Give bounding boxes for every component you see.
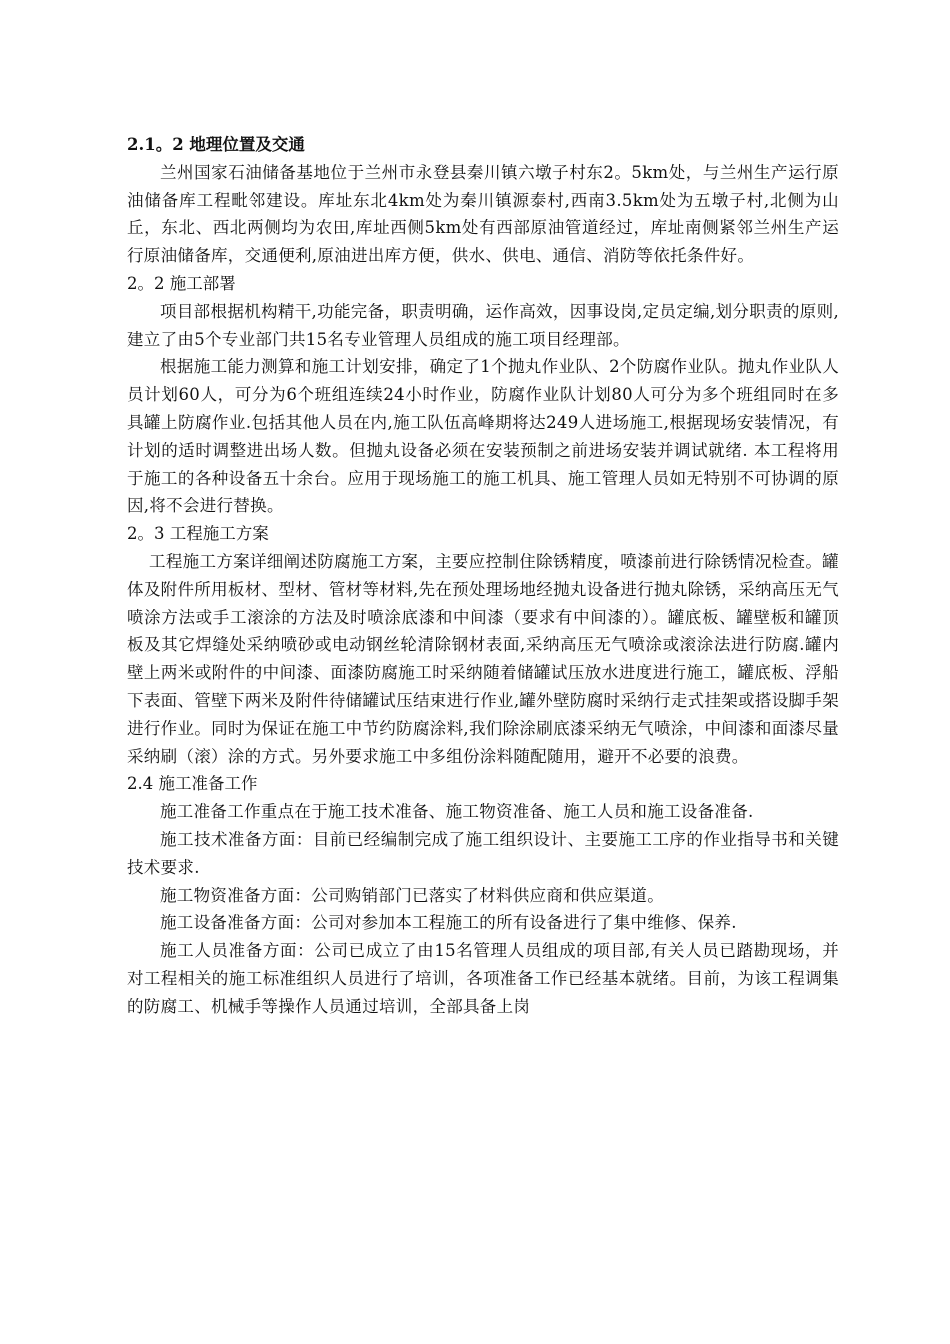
- section-construction-plan: [127, 520, 839, 770]
- section-heading: 2.1。2 地理位置及交通: [127, 135, 305, 154]
- section-heading: 2。3 工程施工方案: [127, 524, 269, 544]
- paragraph: 工程施工方案详细阐述防腐施工方案，主要应控制住除锈精度，喷漆前进行除锈情况检查。罐体及附件所用板材、型材、管材等材料,先在预处理场地经抛丸设备进行抛丸除锈，采纳高压无气喷涂方法或手工滚涂的方法及时喷涂底漆和中间漆（要求有中间漆的）。罐底板、罐壁板和罐顶板及其它焊缝处采纳喷砂或电动钢丝轮清除钢材表面,采纳高压无气喷涂或滚涂法进行防腐.罐内壁上两米或附件的中间漆、面漆防腐施工时采纳随着储罐试压放水进度进行施工，罐底板、浮船下表面、管壁下两米及附件待储罐试压结束进行作业,罐外壁防腐时采纳行走式挂架或搭设脚手架进行作业。同时为保证在施工中节约防腐涂料,我们除涂刷底漆采纳无气喷涂，中间漆和面漆尽量采纳刷（滚）涂的方式。另外要求施工中多组份涂料随配随用，避开不必要的浪费。: [127, 551, 839, 766]
- section-geography: [127, 131, 839, 270]
- section-preparation: [127, 770, 839, 1020]
- paragraph: 兰州国家石油储备基地位于兰州市永登县秦川镇六墩子村东2。5km处，与兰州生产运行原油储备库工程毗邻建设。库址东北4km处为秦川镇源泰村,西南3.5km处为五墩子村,北侧为山丘，东北、西北两侧均为农田,库址西侧5km处有西部原油管道经过，库址南侧紧邻兰州生产运行原油储备库，交通便利,原油进出库方便，供水、供电、通信、消防等依托条件好。: [127, 162, 839, 266]
- section-deployment: [127, 270, 839, 520]
- document-body: [127, 131, 839, 1021]
- paragraph: 施工物资准备方面：公司购销部门已落实了材料供应商和供应渠道。: [160, 885, 664, 905]
- section-heading: 2。2 施工部署: [127, 273, 236, 293]
- paragraph: 项目部根据机构精干,功能完备，职责明确，运作高效，因事设岗,定员定编,划分职责的原则,建立了由5个专业部门共15名专业管理人员组成的施工项目经理部。: [127, 301, 839, 349]
- paragraph: 施工技术准备方面：目前已经编制完成了施工组织设计、主要施工工序的作业指导书和关键技术要求.: [127, 829, 839, 877]
- paragraph: 施工准备工作重点在于施工技术准备、施工物资准备、施工人员和施工设备准备.: [160, 802, 754, 822]
- paragraph: 施工人员准备方面：公司已成立了由15名管理人员组成的项目部,有关人员已踏勘现场，并对工程相关的施工标准组织人员进行了培训，各项准备工作已经基本就绪。目前，为该工程调集的防腐工、机械手等操作人员通过培训，全部具备上岗: [127, 941, 839, 1016]
- section-heading: 2.4 施工准备工作: [127, 774, 258, 794]
- paragraph: 施工设备准备方面：公司对参加本工程施工的所有设备进行了集中维修、保养.: [160, 913, 737, 933]
- paragraph: 根据施工能力测算和施工计划安排，确定了1个抛丸作业队、2个防腐作业队。抛丸作业队人员计划60人，可分为6个班组连续24小时作业，防腐作业队计划80人可分为多个班组同时在多具罐上防腐作业.包括其他人员在内,施工队伍高峰期将达249人进场施工,根据现场安装情况，有计划的适时调整进出场人数。但抛丸设备必须在安装预制之前进场安装并调试就绪. 本工程将用于施工的各种设备五十余台。应用于现场施工的施工机具、施工管理人员如无特别不可协调的原因,将不会进行替换。: [127, 357, 839, 516]
